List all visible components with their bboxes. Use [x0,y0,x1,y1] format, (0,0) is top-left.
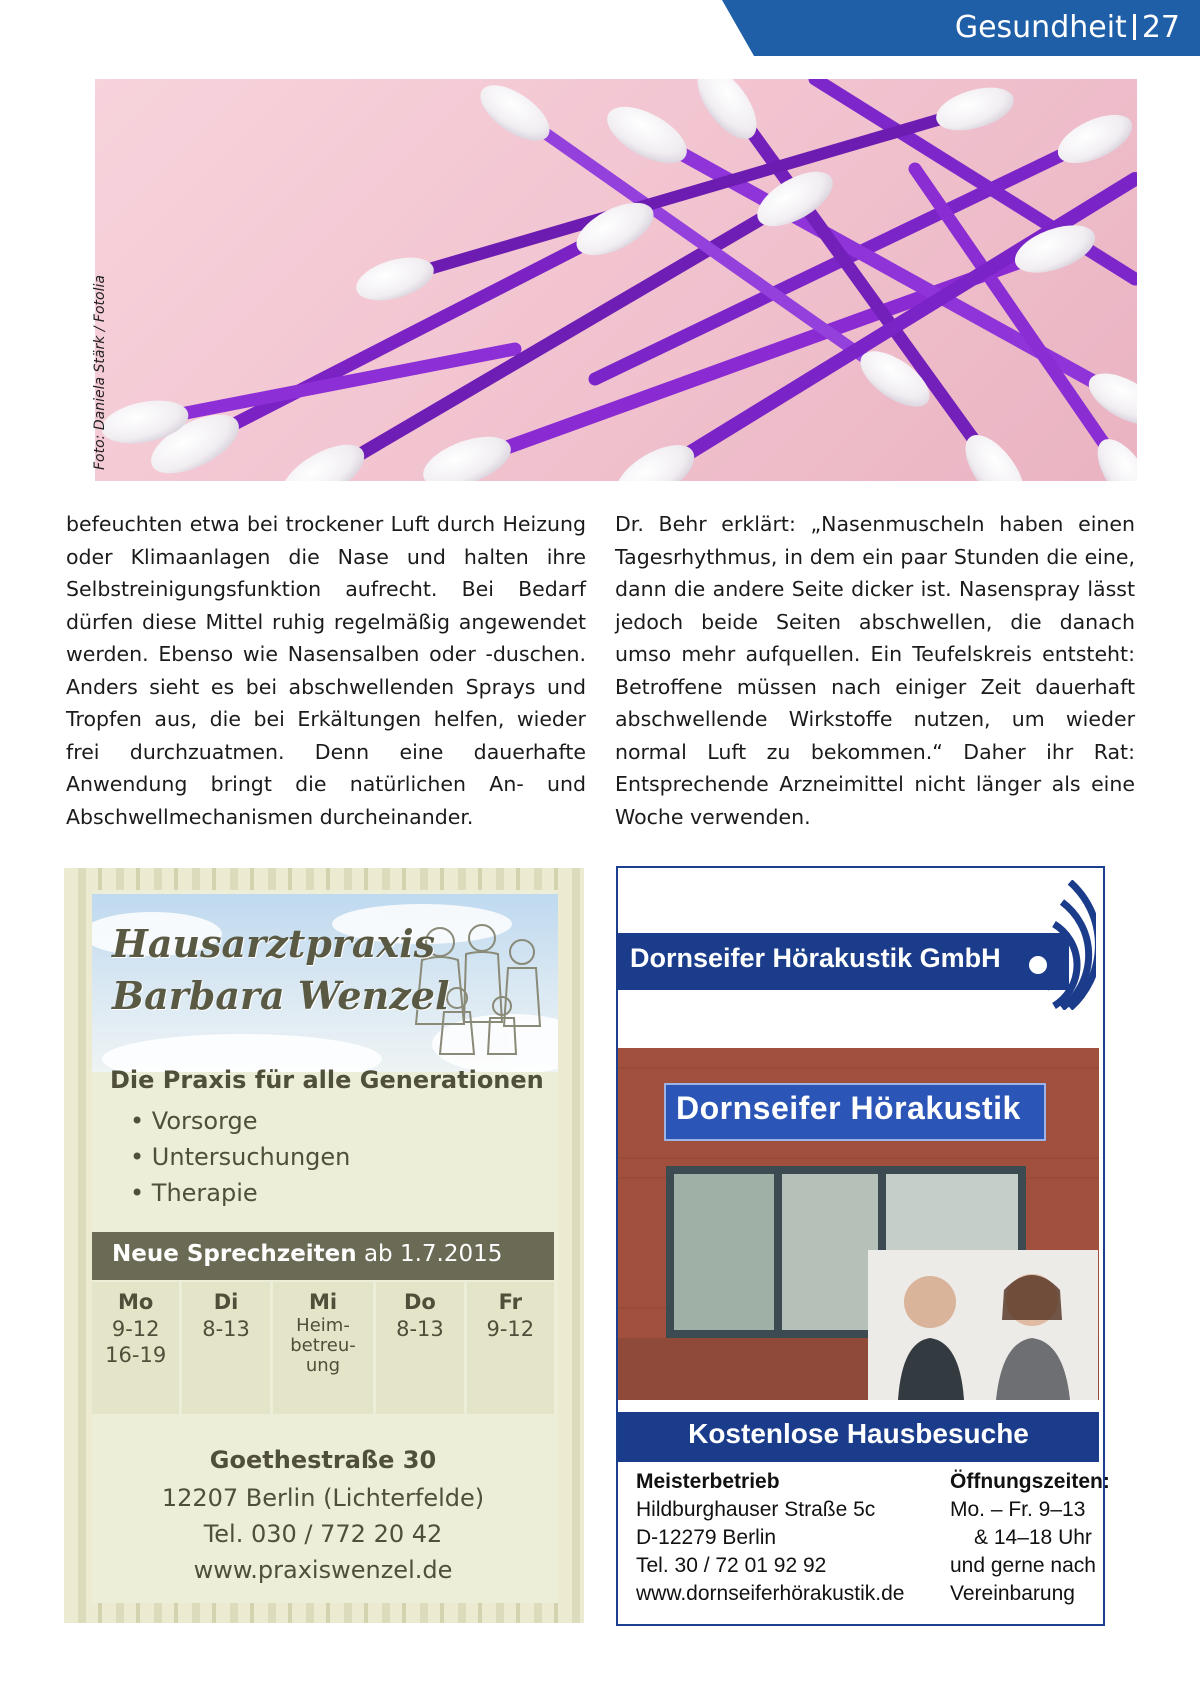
practice-city: 12207 Berlin (Lichterfelde) [161,1484,485,1512]
contact-phone: Tel. 30 / 72 01 92 92 [636,1554,827,1577]
opening-title: Öffnungszeiten: [950,1470,1110,1493]
day-label: Di [213,1290,239,1314]
hours-heading [112,1241,502,1267]
practice-name [112,918,449,1022]
day-times: 9-12 16-19 [105,1317,167,1367]
practice-website[interactable]: www.praxiswenzel.de [193,1556,453,1584]
opening-line: Mo. – Fr. 9–13 [950,1498,1086,1521]
page-number: 27 [1141,10,1180,45]
hours-heading-bold: Neue Sprechzeiten [112,1241,357,1267]
hours-table [92,1282,554,1414]
day-label: Fr [498,1290,522,1314]
hours-column-fr [467,1282,554,1414]
section-name: Gesundheit [954,10,1127,45]
hours-column-mo [92,1282,179,1414]
hours-column-di [182,1282,269,1414]
practice-tagline: Die Praxis für alle Generationen [110,1066,544,1094]
practice-address [92,1440,554,1588]
cotton-swabs-illustration [95,79,1137,481]
day-times: Heim- betreu- ung [290,1315,356,1376]
day-label: Do [403,1290,436,1314]
opening-line: Vereinbarung [950,1582,1075,1605]
day-label: Mi [308,1290,338,1314]
hours-heading-date: ab 1.7.2015 [356,1241,503,1267]
contact-city: D-12279 Berlin [636,1526,777,1549]
service-item: • Untersuchungen [130,1143,351,1171]
day-label: Mo [118,1290,154,1314]
contact-title: Meisterbetrieb [636,1470,780,1493]
shop-sign-text: Dornseifer Hörakustik [676,1090,1021,1126]
opening-hours [950,1468,1110,1608]
article-paragraph-left: befeuchten etwa bei trockener Luft durch Heizung oder Klimaanlagen die Nase und halten ihre Selbstreinigungsfunktion aufrecht. Bei Bedarf dürfen diese Mittel ruhig regelmäßig angewendet werden. Ebenso wie Nasensalben oder -duschen. Anders sieht es bei abschwellenden Sprays und Tropfen aus, die bei Erkältungen helfen, wieder frei durchzuatmen. Denn eine dauerhafte Anwendung bringt die natürlichen An- und Abschwellmechanismen durcheinander. [66,512,586,829]
hours-column-do [376,1282,463,1414]
day-times: 8-13 [396,1317,444,1341]
practice-name-line2: Barbara Wenzel [112,973,450,1018]
practice-name-line1: Hausarztpraxis [112,921,436,966]
staff-portrait [868,1250,1098,1400]
company-contact [636,1468,904,1608]
article-column-right [615,508,1135,833]
article-paragraph-right: Dr. Behr erklärt: „Nasenmuscheln haben einen Tagesrhythmus, in dem ein paar Stunden die eine, dann die andere Seite dicker ist. Nasenspray lässt jedoch beide Seiten abschwellen, die danach umso mehr aufquellen. Ein Teufelskreis entsteht: Betroffene müssen nach einiger Zeit dauerhaft abschwellende Wirkstoffe nutzen, um wieder normal Luft zu bekommen.“ Daher ihr Rat: Entsprechende Arzneimittel nicht länger als eine Woche verwenden. [615,512,1135,829]
service-item: • Therapie [130,1179,258,1207]
opening-line: & 14–18 Uhr [974,1526,1092,1549]
photo-credit: Foto: Daniela Stärk / Fotolia [92,275,108,470]
sound-wave-icon [1024,880,1096,1010]
day-times: 8-13 [202,1317,250,1341]
services-list [130,1103,350,1211]
practice-phone: Tel. 030 / 772 20 42 [203,1520,443,1548]
header-separator [1133,14,1136,40]
opening-line: und gerne nach [950,1554,1096,1577]
contact-street: Hildburghauser Straße 5c [636,1498,876,1521]
service-item: • Vorsorge [130,1107,258,1135]
cotton-swabs-photo [95,79,1137,481]
housecall-banner: Kostenlose Hausbesuche [688,1418,1029,1449]
contact-website[interactable]: www.dornseiferhörakustik.de [636,1582,905,1605]
hours-column-mi [273,1282,373,1414]
article-column-left [66,508,586,833]
company-name: Dornseifer Hörakustik GmbH [630,943,1001,973]
day-times: 9-12 [486,1317,535,1341]
practice-street: Goethestraße 30 [209,1446,437,1474]
page-header [760,10,1180,45]
